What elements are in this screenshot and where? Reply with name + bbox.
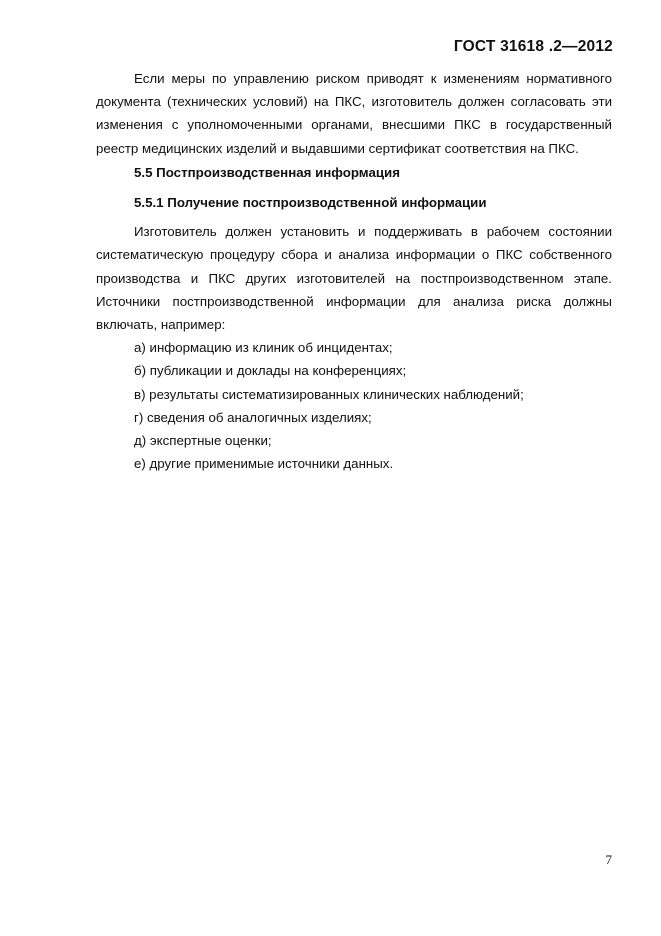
list-item: д) экспертные оценки; — [134, 433, 272, 449]
section-heading: 5.5 Постпроизводственная информация — [134, 164, 400, 180]
page-number: 7 — [605, 852, 612, 867]
document-body — [96, 67, 612, 475]
list-item: а) информацию из клиник об инцидентах; — [134, 340, 393, 356]
list-item: в) результаты систематизированных клинических наблюдений; — [134, 386, 524, 402]
intro-paragraph: Если меры по управлению риском приводят к изменениям нормативного документа (технических условий) на ПКС, изготовитель должен согласовать эти изменения с уполномоченными органами, внесшими ПКС в государственный реестр медицинских изделий и выдавшими сертификат соответствия на ПКС. — [96, 71, 612, 156]
subsection-heading: 5.5.1 Получение постпроизводственной информации — [134, 195, 487, 211]
list-item: г) сведения об аналогичных изделиях; — [134, 409, 372, 425]
sources-list — [96, 336, 612, 475]
document-header: ГОСТ 31618 .2—2012 — [453, 38, 613, 55]
list-item: е) другие применимые источники данных. — [134, 456, 394, 472]
list-item: б) публикации и доклады на конференциях; — [134, 363, 407, 379]
subsection-paragraph: Изготовитель должен установить и поддерживать в рабочем состоянии систематическую процедуру сбора и анализа информации о ПКС собственного производства и ПКС других изготовителей на постпроизводственном этапе. Источники постпроизводственной информации для анализа риска должны включать, например: — [96, 224, 612, 333]
